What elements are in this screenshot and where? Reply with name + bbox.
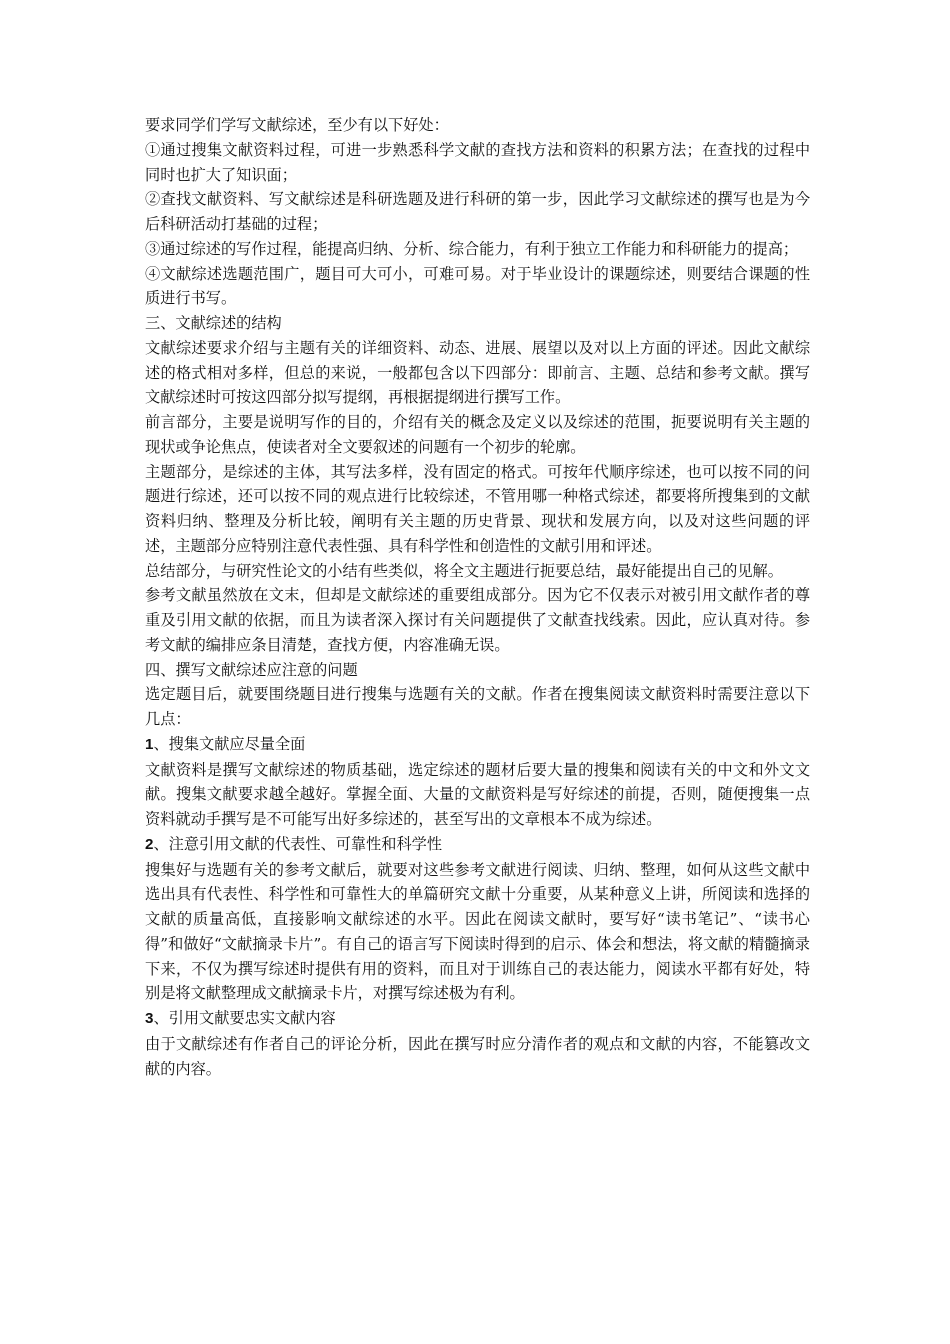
main-body-paragraph: 主题部分，是综述的主体，其写法多样，没有固定的格式。可按年代顺序综述，也可以按不同的问题进行综述，还可以按不同的观点进行比较综述，不管用哪一种格式综述，都要将所搜集到的文献资料归纳、整理及分析比较，阐明有关主题的历史背景、现状和发展方向，以及对这些问题的评述，主题部分应特别注意代表性强、具有科学性和创造性的文献引用和评述。 [145,462,810,555]
preface-paragraph: 前言部分，主要是说明写作的目的，介绍有关的概念及定义以及综述的范围，扼要说明有关主题的现状或争论焦点，使读者对全文要叙述的问题有一个初步的轮廓。 [145,413,810,456]
subheading-2 [145,832,810,858]
faithful-citation-paragraph: 由于文献综述有作者自己的评论分析，因此在撰写时应分清作者的观点和文献的内容，不能篡改文献的内容。 [145,1034,810,1078]
notes-intro-paragraph: 选定题目后，就要围绕题目进行搜集与选题有关的文献。作者在搜集阅读文献资料时需要注意以下几点： [145,685,810,728]
collect-paragraph: 文献资料是撰写文献综述的物质基础，选定综述的题材后要大量的搜集和阅读有关的中文和外文文献。搜集文献要求越全越好。掌握全面、大量的文献资料是写好综述的前提，否则，随便搜集一点资料就动手撰写是不可能写出好多综述的，甚至写出的文章根本不成为综述。 [145,760,810,828]
benefit-item-2: ②查找文献资料、写文献综述是科研选题及进行科研的第一步，因此学习文献综述的撰写也是为今后科研活动打基础的过程； [145,190,810,233]
subheading-1 [145,732,810,758]
subheading-text: 、搜集文献应尽量全面 [153,734,306,753]
subheading-number: 1 [145,735,154,753]
citation-quality-paragraph: 搜集好与选题有关的参考文献后，就要对这些参考文献进行阅读、归纳、整理，如何从这些文献中选出具有代表性、科学性和可靠性大的单篇研究文献十分重要，从某种意义上讲，所阅读和选择的文献的质量高低，直接影响文献综述的水平。因此在阅读文献时，要写好“读书笔记”、“读书心得”和做好“文献摘录卡片”。有自己的语言写下阅读时得到的启示、体会和想法，将文献的精髓摘录下来，不仅为撰写综述时提供有用的资料，而且对于训练自己的表达能力，阅读水平都有好处，特别是将文献整理成文献摘录卡片，对撰写综述极为有利。 [145,860,810,1003]
subheading-text: 、注意引用文献的代表性、可靠性和科学性 [153,834,443,853]
section-heading-notes: 四、撰写文献综述应注意的问题 [145,660,358,679]
benefit-item-1: ①通过搜集文献资料过程，可进一步熟悉科学文献的查找方法和资料的积累方法；在查找的过程中同时也扩大了知识面； [145,140,810,184]
benefit-item-4: ④文献综述选题范围广，题目可大可小，可难可易。对于毕业设计的课题综述，则要结合课题的性质进行书写。 [145,264,810,308]
section-heading-structure: 三、文献综述的结构 [145,314,282,332]
intro-paragraph: 要求同学们学写文献综述，至少有以下好处： [145,116,449,134]
benefit-item-3: ③通过综述的写作过程，能提高归纳、分析、综合能力，有利于独立工作能力和科研能力的提高； [145,239,799,258]
structure-overview-paragraph: 文献综述要求介绍与主题有关的详细资料、动态、进展、展望以及对以上方面的评述。因此文献综述的格式相对多样，但总的来说，一般都包含以下四部分：即前言、主题、总结和参考文献。撰写文献综述时可按这四部分拟写提纲，再根据提纲进行撰写工作。 [145,338,810,407]
subheading-number: 2 [145,835,154,853]
references-paragraph: 参考文献虽然放在文末，但却是文献综述的重要组成部分。因为它不仅表示对被引用文献作者的尊重及引用文献的依据，而且为读者深入探讨有关问题提供了文献查找线索。因此，应认真对待。参考文献的编排应条目清楚，查找方便，内容准确无误。 [145,586,810,654]
summary-paragraph: 总结部分，与研究性论文的小结有些类似，将全文主题进行扼要总结，最好能提出自己的见解。 [145,561,783,580]
subheading-number: 3 [145,1010,154,1027]
subheading-text: 、引用文献要忠实文献内容 [153,1009,336,1027]
document-page [145,113,810,1081]
subheading-3 [145,1006,810,1032]
